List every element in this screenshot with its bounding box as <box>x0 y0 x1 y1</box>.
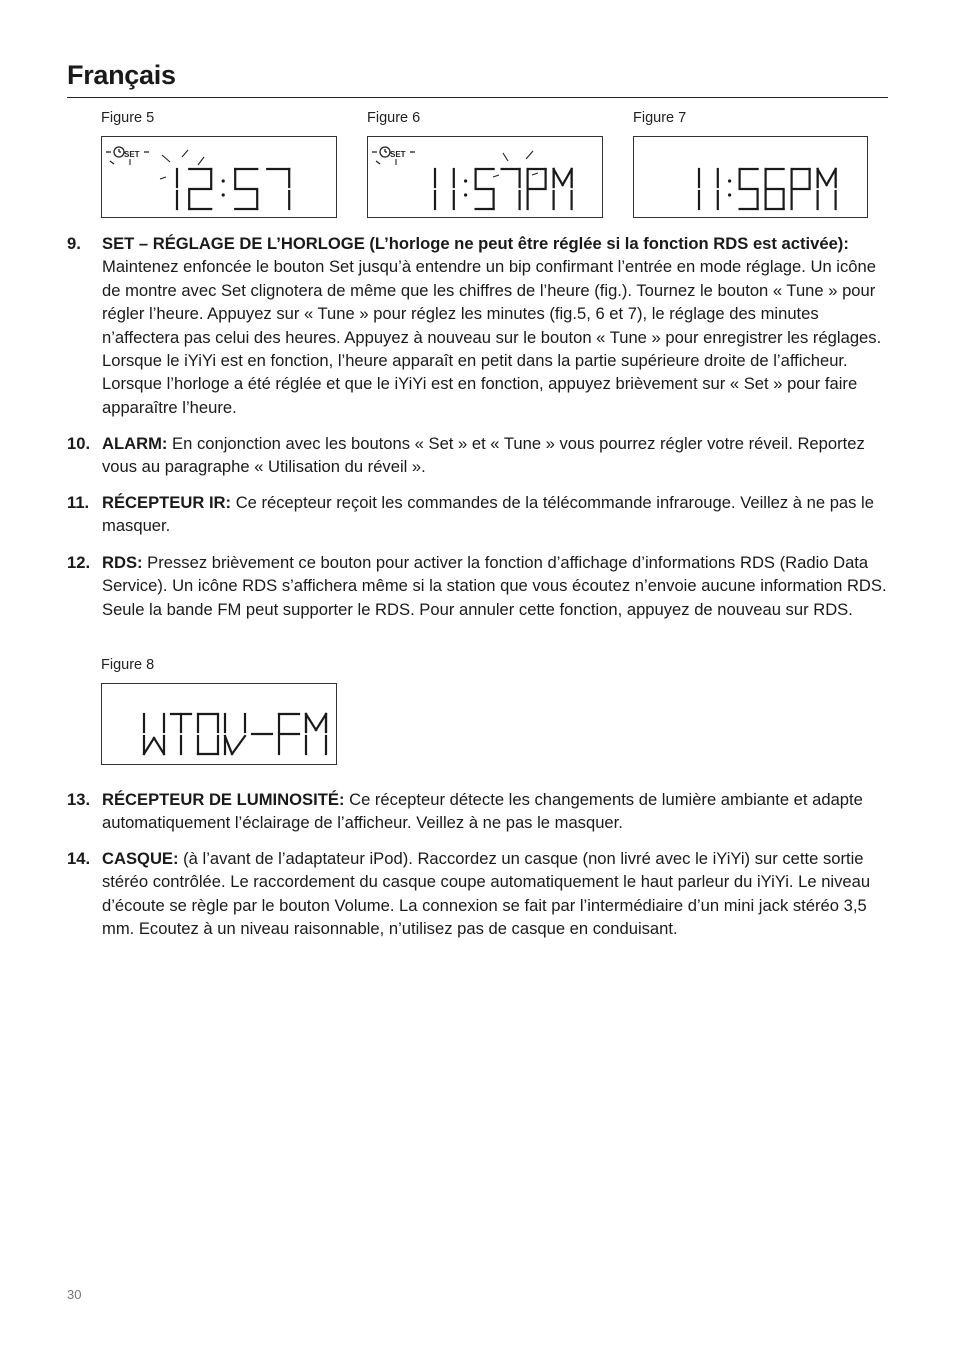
item-number: 10. <box>67 434 91 453</box>
lcd-char-W <box>144 714 164 754</box>
item-number: 9. <box>67 234 81 253</box>
list-item-11 <box>67 491 887 538</box>
colon-dots <box>728 179 731 196</box>
blink-rays <box>130 150 204 179</box>
lcd-char-6 <box>766 169 784 209</box>
lcd-char-5 <box>476 169 494 209</box>
title-divider <box>67 97 888 98</box>
lcd-char-T <box>171 714 191 754</box>
set-label: SET <box>390 150 406 159</box>
item-text: (à l’avant de l’adaptateur iPod). Raccordez un casque (non livré avec le iYiYi) sur cette sortie stéréo contrôlée. Le raccordement du casque coupe automatiquement le haut parleur du iYiYi. Le niveau d’écoute se règle par le bouton Volume. La connexion se fait par l’intermédiaire d’un mini jack stéréo 3,5 mm. Ecoutez à un niveau raisonnable, n’utilisez pas de casque en conduisant. <box>102 849 871 939</box>
blink-rays <box>396 151 538 177</box>
set-label: SET <box>124 150 140 159</box>
figure-5-lcd-art <box>102 137 338 219</box>
lcd-char-5 <box>740 169 758 209</box>
figure-8-lcd-art <box>102 684 338 766</box>
figure-5-lcd-display <box>101 136 337 218</box>
item-label: RDS: <box>102 553 143 572</box>
colon-dots <box>464 179 467 196</box>
lcd-char-M <box>554 169 572 209</box>
colon-dots <box>222 179 225 196</box>
figure-7-caption: Figure 7 <box>633 110 687 126</box>
item-label: SET – RÉGLAGE DE L’HORLOGE (L’horloge ne peut être réglée si la fonction RDS est activée): <box>102 234 849 253</box>
item-label: ALARM: <box>102 434 168 453</box>
lcd-char-7 <box>267 169 289 209</box>
seven-segment-digits <box>699 169 836 209</box>
lcd-char-M <box>306 714 326 754</box>
figure-6-lcd-display <box>367 136 603 218</box>
lcd-char-P <box>528 169 546 209</box>
item-label: RÉCEPTEUR IR: <box>102 493 232 512</box>
list-item-12 <box>67 551 887 621</box>
list-item-9 <box>67 232 887 419</box>
item-text: Ce récepteur reçoit les commandes de la télécommande infrarouge. Veillez à ne pas le masquer. <box>102 493 874 536</box>
list-item-14 <box>67 847 887 941</box>
lcd-char-V <box>225 714 245 754</box>
item-label: CASQUE: <box>102 849 179 868</box>
item-text: Ce récepteur détecte les changements de lumière ambiante et adapte automatiquement l’éclairage de l’afficheur. Veillez à ne pas le masquer. <box>102 790 863 833</box>
figure-8-lcd-display <box>101 683 337 765</box>
item-label: RÉCEPTEUR DE LUMINOSITÉ: <box>102 790 345 809</box>
alphanumeric-segments <box>144 714 326 754</box>
lcd-char-7 <box>502 169 520 209</box>
page-number: 30 <box>67 1287 82 1302</box>
lcd-char-2 <box>189 169 211 209</box>
lcd-char-M <box>818 169 836 209</box>
figure-6-caption: Figure 6 <box>367 110 421 126</box>
item-number: 14. <box>67 849 91 868</box>
lcd-char-F <box>279 714 299 754</box>
lcd-char-P <box>792 169 810 209</box>
figure-7-lcd-display <box>633 136 868 218</box>
figure-6-lcd-art <box>368 137 604 219</box>
list-item-13 <box>67 788 887 835</box>
item-text: Pressez brièvement ce bouton pour activer la fonction d’affichage d’informations RDS (Radio Data Service). Un icône RDS s’affichera même si la station que vous écoutez n’envoie aucune information RDS. Seule la bande FM peut supporter le RDS. Pour annuler cette fonction, appuyez de nouveau sur RDS. <box>102 553 887 619</box>
figure-7-lcd-art <box>634 137 869 219</box>
page-title: Français <box>67 60 176 90</box>
item-number: 13. <box>67 790 91 809</box>
lcd-char-5 <box>235 169 257 209</box>
figure-8-caption: Figure 8 <box>101 657 155 673</box>
seven-segment-digits <box>435 169 572 209</box>
figure-5-caption: Figure 5 <box>101 110 155 126</box>
item-text: Maintenez enfoncée le bouton Set jusqu’à entendre un bip confirmant l’entrée en mode réglage. Un icône de montre avec Set clignotera de même que les chiffres de l’heure (fig.). Tournez le bouton « Tune » pour régler l’heure. Appuyez sur « Tune » pour réglez les minutes (fig.5, 6 et 7), le réglage des minutes n’affectera pas celui des heures. Appuyez à nouveau sur le bouton « Tune » pour enregistrer les réglages. Lorsque le iYiYi est en fonction, l’heure apparaît en petit dans la partie supérieure droite de l’afficheur. Lorsque l’horloge a été réglée et que le iYiYi est en fonction, appuyez brièvement sur « Set » pour faire apparaître l’heure. <box>102 257 882 417</box>
item-number: 12. <box>67 553 91 572</box>
list-item-10 <box>67 432 887 479</box>
lcd-char-O <box>198 714 218 754</box>
item-number: 11. <box>67 493 90 512</box>
item-text: En conjonction avec les boutons « Set » et « Tune » vous pourrez régler votre réveil. Reportez vous au paragraphe « Utilisation du réveil ». <box>102 434 865 477</box>
seven-segment-digits <box>177 169 289 209</box>
